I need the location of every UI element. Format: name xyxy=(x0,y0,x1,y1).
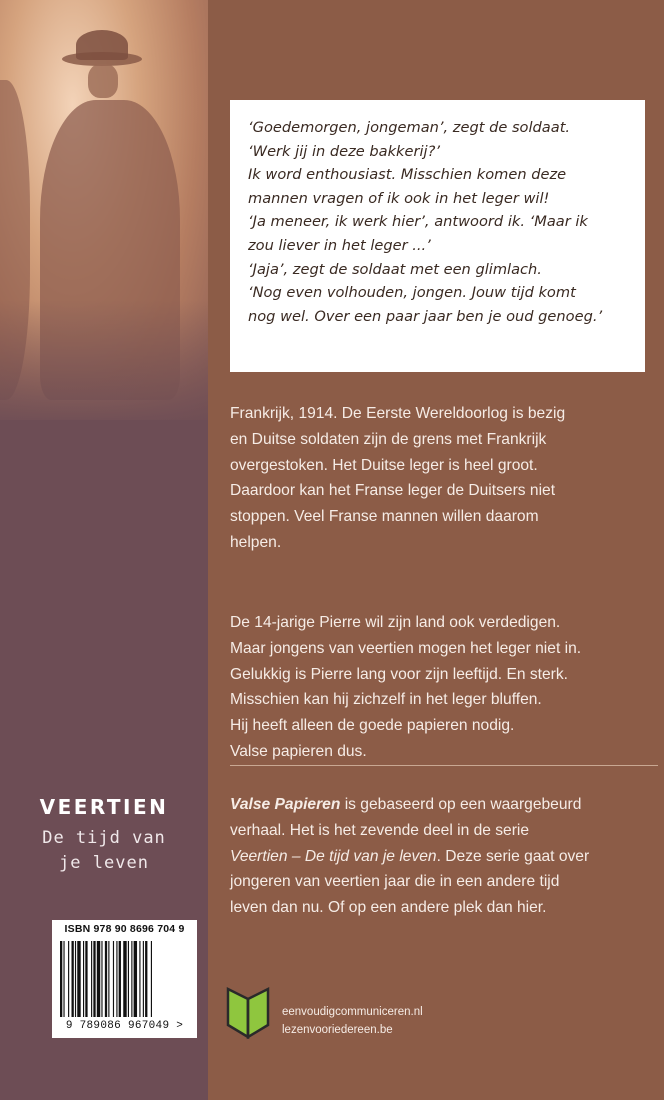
blurb-line: Misschien kan hij zichzelf in het leger bluffen. xyxy=(230,691,542,709)
blurb-line: helpen. xyxy=(230,533,282,551)
blurb-paragraph-2 xyxy=(230,610,660,765)
soldier-photo xyxy=(0,0,208,420)
quote-line: nog wel. Over een paar jaar ben je oud genoeg.’ xyxy=(248,307,603,325)
quote-line: Ik word enthousiast. Misschien komen deze xyxy=(248,166,567,184)
blurb-line: Daardoor kan het Franse leger de Duitsers niet xyxy=(230,482,556,500)
excerpt-quote xyxy=(248,116,638,328)
book-title: Valse Papieren xyxy=(230,796,341,813)
publisher-website-2: lezenvooriedereen.be xyxy=(282,1024,393,1036)
isbn-digits: 9 789086 967049 > xyxy=(65,1020,184,1032)
quote-line: mannen vragen of ik ook in het leger wil! xyxy=(248,189,550,207)
quote-line: ‘Goedemorgen, jongeman’, zegt de soldaat. xyxy=(248,119,571,136)
open-book-logo-icon xyxy=(224,985,272,1041)
series-logo-subtitle-1: De tijd van xyxy=(42,828,166,848)
photo-fade xyxy=(0,300,208,420)
publisher-website-1: eenvoudigcommuniceren.nl xyxy=(282,1006,423,1018)
series-title: Veertien – De tijd van je leven xyxy=(230,847,437,865)
series-line-2: verhaal. Het is het zevende deel in de serie xyxy=(230,821,530,839)
quote-line: ‘Werk jij in deze bakkerij?’ xyxy=(248,142,440,160)
barcode-icon xyxy=(60,941,186,1017)
blurb-line: en Duitse soldaten zijn de grens met Frankrijk xyxy=(230,430,547,448)
series-logo-name: VEERTIEN xyxy=(39,795,169,819)
series-line-4: jongeren van veertien jaar die in een andere tijd xyxy=(230,873,560,891)
quote-line: zou liever in het leger ...’ xyxy=(248,236,431,254)
blurb-line: overgestoken. Het Duitse leger is heel groot. xyxy=(230,456,538,474)
series-line-1-rest: is gebaseerd op een waargebeurd xyxy=(340,796,582,813)
quote-line: ‘Ja meneer, ik werk hier’, antwoord ik. ‘Maar ik xyxy=(248,213,588,231)
isbn-label: ISBN 978 90 8696 704 9 xyxy=(64,923,185,935)
blurb-line: Gelukkig is Pierre lang voor zijn leeftijd. En sterk. xyxy=(230,665,569,683)
blurb-line: De 14-jarige Pierre wil zijn land ook verdedigen. xyxy=(230,614,561,631)
soldier-head xyxy=(88,64,118,98)
helmet-dome xyxy=(76,30,128,60)
quote-line: ‘Nog even volhouden, jongen. Jouw tijd komt xyxy=(248,284,576,302)
blurb-paragraph-1 xyxy=(230,401,660,556)
series-line-3 xyxy=(230,844,660,870)
series-logo-subtitle-2: je leven xyxy=(59,853,149,873)
divider-line xyxy=(230,765,658,766)
series-line-5: leven dan nu. Of op een andere plek dan hier. xyxy=(230,899,547,917)
series-line-1 xyxy=(230,792,660,818)
blurb-line: Frankrijk, 1914. De Eerste Wereldoorlog is bezig xyxy=(230,405,566,422)
series-paragraph xyxy=(230,792,660,921)
blurb-line: Valse papieren dus. xyxy=(230,742,367,760)
quote-line: ‘Jaja’, zegt de soldaat met een glimlach. xyxy=(248,260,542,278)
blurb-line: Hij heeft alleen de goede papieren nodig. xyxy=(230,717,515,735)
series-line-3-rest: . Deze serie gaat over xyxy=(436,847,590,865)
blurb-line: stoppen. Veel Franse mannen willen daarom xyxy=(230,508,539,526)
blurb-line: Maar jongens van veertien mogen het leger niet in. xyxy=(230,639,582,657)
